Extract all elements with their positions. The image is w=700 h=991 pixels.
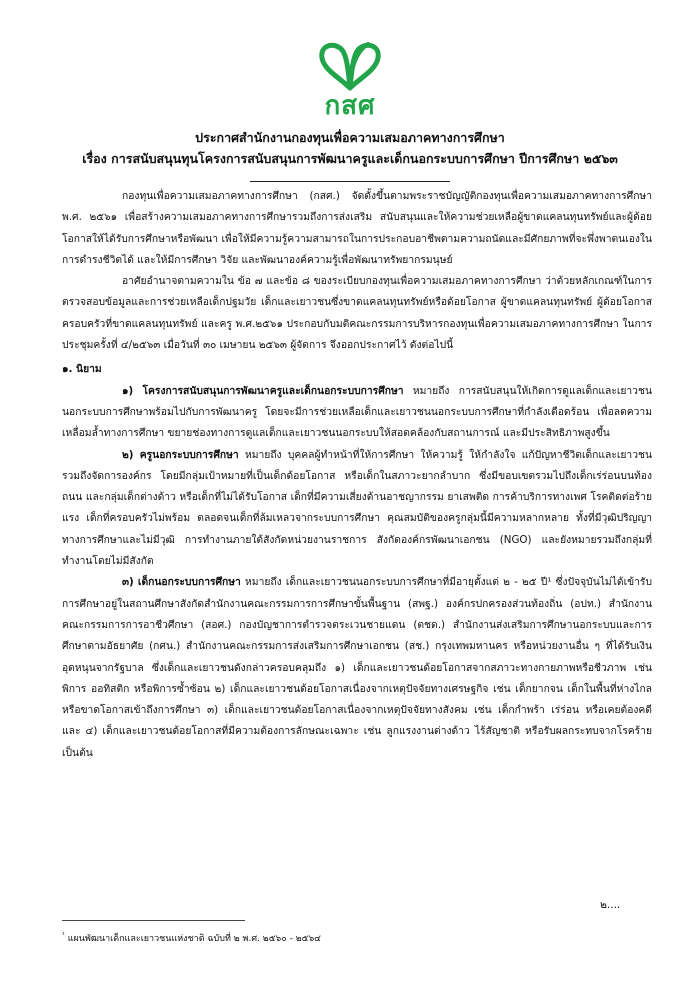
definition-text: หมายถึง การสนับสนุนให้เกิดการดูแลเด็กและเยาวชนนอกระบบการศึกษาพร้อมไปกับการพัฒนาครู โดยจะมีการช่วยเหลือเด็กและเยาวชนนอกระบบการศึกษาที่กำลังเดือดร้อน เพื่อลดความเหลื่อมล้ำทางการศึกษา ขยายช่องทางการดูแลเด็กและเยาวชนนอกระบบให้สอดคล้องกับสถานการณ์ และมีประสิทธิภาพสูงขึ้น (62, 384, 652, 440)
definition-text: หมายถึง บุคคลผู้ทำหน้าที่ให้การศึกษา ให้ความรู้ ให้กำลังใจ แก้ปัญหาชีวิตเด็กและเยาวชน รวมถึงจัดการองค์กร โดยมีกลุ่มเป้าหมายที่เป็นเด็กด้อยโอกาส หรือเด็กในสภาวะยากลำบาก ซึ่งมีขอบเขตรวมไปถึงเด็กเร่ร่อนบนท้องถนน และกลุ่มเด็กต่างด้าว หรือเด็กที่ไม่ได้รับโอกาส เด็กที่มีความเสี่ยงด้านอาชญากรรม ยาเสพติด การค้าบริการทางเพศ โรคติดต่อร้ายแรง เด็กที่ครอบครัวไม่พร้อม ตลอดจนเด็กที่ล้มเหลวจากระบบการศึกษา คุณสมบัติของครูกลุ่มนี้มีความหลากหลาย ทั้งที่มีวุฒิปริญญาทางการศึกษาและไม่มีวุฒิ การทำงานภายใต้สังกัดหน่วยงานราชการ สังกัดองค์กรพัฒนาเอกชน (NGO) และยังหมายรวมถึงกลุ่มที่ทำงานโดยไม่มีสังกัด (62, 448, 653, 568)
definition-number: ๓) (122, 576, 134, 589)
announcement-subject: เรื่อง การสนับสนุนทุนโครงการสนับสนุนการพัฒนาครูและเด็กนอกระบบการศึกษา ปีการศึกษา ๒๕๖๓ (82, 151, 618, 166)
definition-number: ๒) (122, 448, 134, 461)
document-body (62, 186, 652, 764)
intro-paragraph-2: อาศัยอำนาจตามความใน ข้อ ๗ และข้อ ๘ ของระเบียบกองทุนเพื่อความเสมอภาคทางการศึกษา ว่าด้วยหลักเกณฑ์ในการตรวจสอบข้อมูลและการช่วยเหลือเด็กปฐมวัย เด็กและเยาวชนซึ่งขาดแคลนทุนทรัพย์หรือด้อยโอกาส ผู้ขาดแคลนทุนทรัพย์ ผู้ด้อยโอกาส ครอบครัวที่ขาดแคลนทุนทรัพย์ และครู พ.ศ.๒๕๖๑ ประกอบกับมติคณะกรรมการบริหารกองทุนเพื่อความเสมอภาคทางการศึกษา ในการประชุมครั้งที่ ๔/๒๕๖๓ เมื่อวันที่ ๓๐ เมษายน ๒๕๖๓ ผู้จัดการ จึงออกประกาศไว้ ดังต่อไปนี้ (62, 275, 652, 352)
logo-wordmark: กสศ (324, 91, 376, 121)
footnote-text: แผนพัฒนาเด็กและเยาวชนแห่งชาติ ฉบับที่ ๒ พ.ศ. ๒๕๖๐ - ๒๕๖๔ (67, 934, 321, 944)
announcement-title: ประกาศสำนักงานกองทุนเพื่อความเสมอภาคทางการศึกษา (195, 130, 505, 145)
leaf-emblem-icon (310, 40, 390, 92)
footnote (62, 928, 321, 946)
definition-term: เด็กนอกระบบการศึกษา (137, 576, 241, 589)
definition-item-2 (62, 445, 652, 573)
definition-text: หมายถึง เด็กและเยาวชนนอกระบบการศึกษาที่มีอายุตั้งแต่ ๒ - ๒๕ ปี¹ ซึ่งปัจจุบันไม่ได้เข้ารับการศึกษาอยู่ในสถานศึกษาสังกัดสำนักงานคณะกรรมการการศึกษาขั้นพื้นฐาน (สพฐ.) องค์กรปกครองส่วนท้องถิ่น (อปท.) สำนักงานคณะกรรมการการอาชีวศึกษา (สอศ.) กองบัญชาการตำรวจตระเวนชายแดน (ตชด.) สำนักงานส่งเสริมการศึกษานอกระบบและการศึกษาตามอัธยาศัย (กศน.) สำนักงานคณะกรรมการส่งเสริมการศึกษาเอกชน (สช.) กรุงเทพมหานคร หรือหน่วยงานอื่น ๆ ที่ได้รับเงินอุดหนุนจากรัฐบาล ซึ่งเด็กและเยาวชนดังกล่าวครอบคลุมถึง ๑) เด็กและเยาวชนด้อยโอกาสจากสภาวะทางกายภาพหรือชีวภาพ เช่น พิการ ออทิสติก หรือพิการซ้ำซ้อน ๒) เด็กและเยาวชนด้อยโอกาสเนื่องจากเหตุปัจจัยทางเศรษฐกิจ เช่น เด็กยากจน เด็กในพื้นที่ห่างไกล หรือขาดโอกาสเข้าถึงการศึกษา ๓) เด็กและเยาวชนด้อยโอกาสเนื่องจากเหตุปัจจัยทางสังคม เช่น เด็กกำพร้า เร่ร่อน หรือเคยต้องคดี และ ๔) เด็กและเยาวชนด้อยโอกาสที่มีความต้องการลักษณะเฉพาะ เช่น ลูกแรงงานต่างด้าว ไร้สัญชาติ หรือรับผลกระทบจากโรคร้าย เป็นต้น (62, 576, 652, 759)
definition-number: ๑) (122, 384, 134, 397)
gsf-logo (310, 40, 390, 122)
footnote-divider (62, 920, 245, 921)
definition-item-3 (62, 572, 652, 764)
footnote-mark: ¹ (62, 931, 65, 939)
title-divider (250, 181, 450, 182)
definition-term: ครูนอกระบบการศึกษา (139, 448, 239, 461)
continued-page-marker: ๒.... (600, 899, 621, 911)
intro-paragraph-1: กองทุนเพื่อความเสมอภาคทางการศึกษา (กสศ.) จัดตั้งขึ้นตามพระราชบัญญัติกองทุนเพื่อความเสมอภาคทางการศึกษา พ.ศ. ๒๕๖๑ เพื่อสร้างความเสมอภาคทางการศึกษารวมถึงการส่งเสริม สนับสนุนและให้ความช่วยเหลือผู้ขาดแคลนทุนทรัพย์และผู้ด้อยโอกาสให้ได้รับการศึกษาหรือพัฒนา เพื่อให้มีความรู้ความสามารถในการประกอบอาชีพตามความถนัดและมีศักยภาพที่จะพึ่งพาตนเองในการดำรงชีวิตได้ และให้มีการศึกษา วิจัย และพัฒนาองค์ความรู้เพื่อพัฒนาทรัพยากรมนุษย์ (62, 190, 652, 266)
section-heading-definitions: ๑. นิยาม (62, 363, 102, 376)
definition-item-1 (62, 381, 652, 445)
definition-term: โครงการสนับสนุนการพัฒนาครูและเด็กนอกระบบการศึกษา (142, 384, 404, 397)
